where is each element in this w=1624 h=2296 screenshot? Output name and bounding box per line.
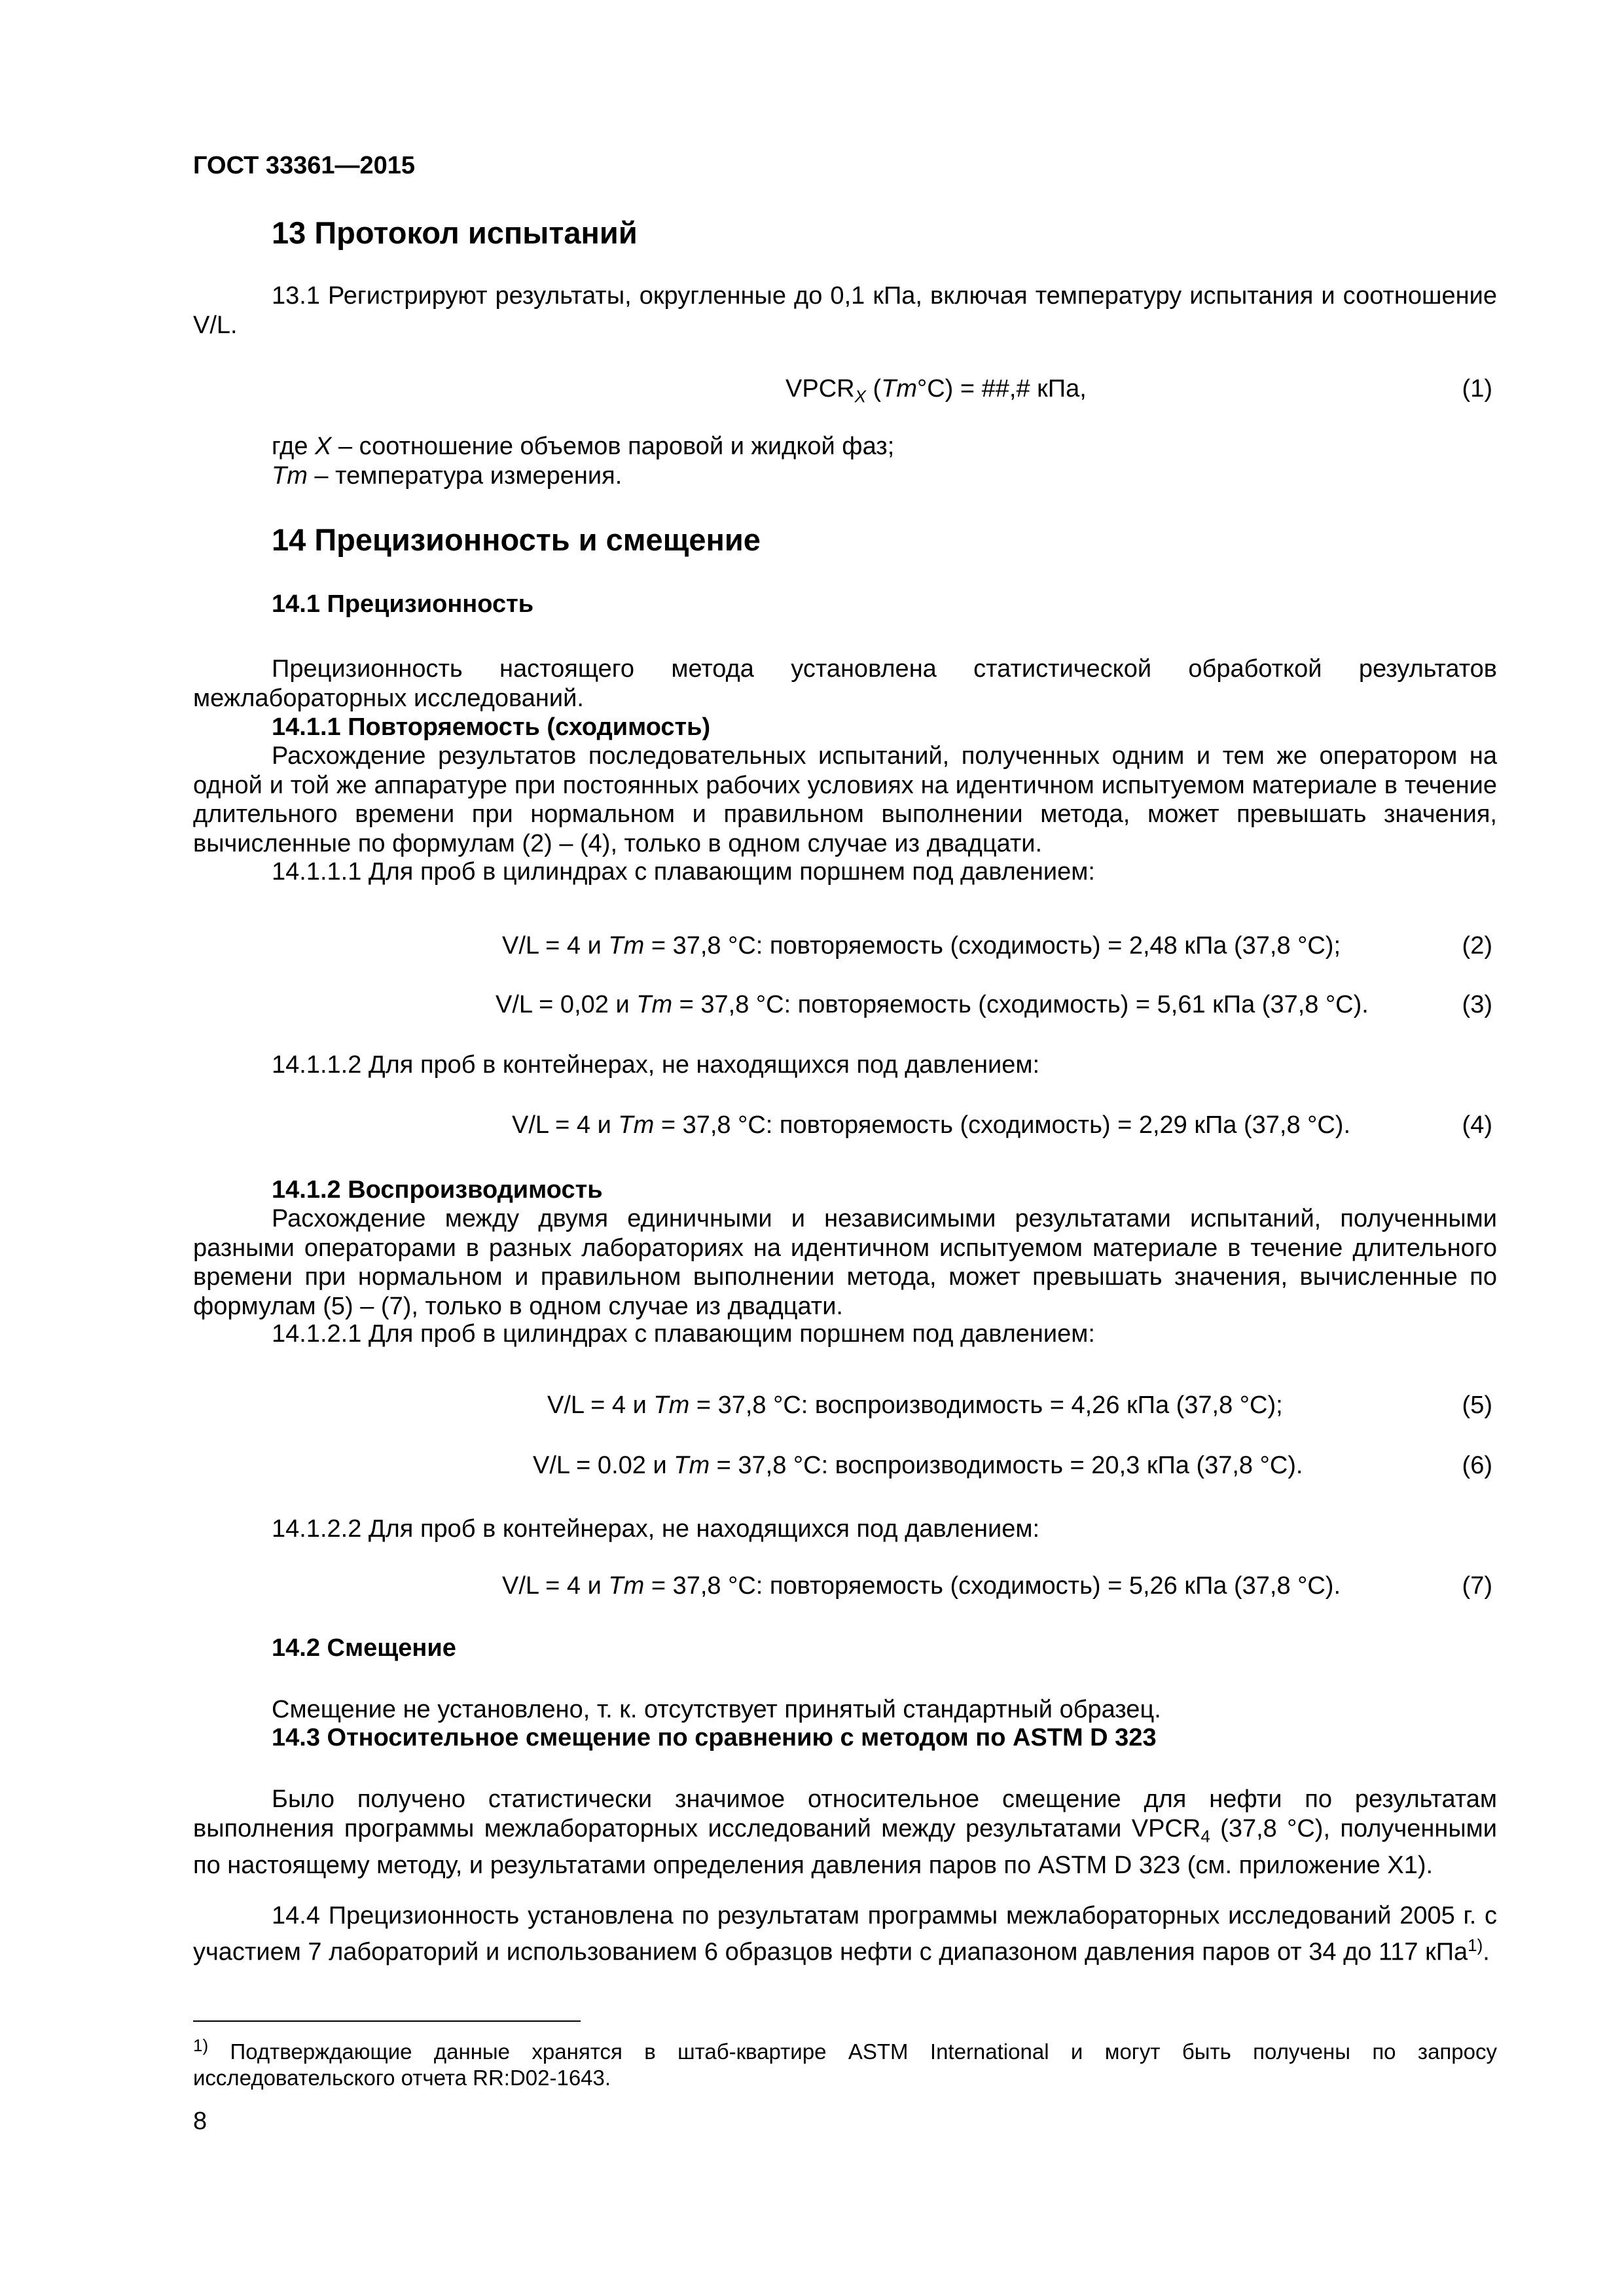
equation-1: $VPCR_X$ (Tm°C) = ##,# кПа, [785,375,1087,406]
equation-number-3: (3) [1462,991,1492,1018]
paragraph-14-1-2-2: 14.1.2.2 Для проб в контейнерах, не находящихся под давлением: [272,1515,1040,1543]
equation-number-4: (4) [1462,1111,1492,1139]
section-14-1-2-heading: 14.1.2 Воспроизводимость [272,1176,603,1204]
section-14-1-1-heading: 14.1.1 Повторяемость (сходимость) [272,713,711,741]
equation-number-7: (7) [1462,1572,1492,1600]
equation-4: V/L = 4 и Tm = 37,8 °C: повторяемость (сходимость) = 2,29 кПа (37,8 °C). [512,1111,1350,1139]
paragraph-14-3: Было получено статистически значимое относительное смещение для нефти по результатам выполнения программы межлабораторных исследований между результатами $VPCR_4$ (37,8 °C), полученными по настоящему методу, и результатами определения давления паров по ASTM D 323 (см. приложение Х1). [193,1785,1497,1879]
equation-6: V/L = 0.02 и Tm = 37,8 °C: воспроизводимость = 20,3 кПа (37,8 °C). [533,1452,1303,1479]
paragraph-14-1-1-1: 14.1.1.1 Для проб в цилиндрах с плавающим поршнем под давлением: [272,858,1095,886]
equation-number-1: (1) [1462,375,1492,403]
paragraph-14-1-2-1: 14.1.2.1 Для проб в цилиндрах с плавающим поршнем под давлением: [272,1320,1095,1348]
footnote-separator [193,2020,581,2022]
footnote: $^{1)}$ Подтверждающие данные хранятся в штаб-квартире ASTM International и могут быть получены по запросу исследовательского отчета RR:D02-1643. [193,2036,1497,2090]
document-header: ГОСТ 33361—2015 [193,152,416,179]
section-14-heading: 14 Прецизионность и смещение [272,522,761,557]
section-13-heading: 13 Протокол испытаний [272,215,638,250]
section-14-3-heading: 14.3 Относительное смещение по сравнению с методом по ASTM D 323 [272,1724,1157,1751]
section-14-1-heading: 14.1 Прецизионность [272,590,534,618]
paragraph-14-1: Прецизионность настоящего метода установлена статистической обработкой результатов межлабораторных исследований. [193,655,1497,712]
paragraph-14-1-1: Расхождение результатов последовательных испытаний, полученных одним и тем же оператором на одной и той же аппаратуре при постоянных рабочих условиях на идентичном испытуемом материале в течение длительного времени при нормальном и правильном выполнении метода, может превышать значения, вычисленные по формулам (2) – (4), только в одном случае из двадцати. [193,742,1497,857]
equation-number-6: (6) [1462,1452,1492,1479]
equation-3: V/L = 0,02 и Tm = 37,8 °C: повторяемость (сходимость) = 5,61 кПа (37,8 °C). [496,991,1369,1018]
equation-number-2: (2) [1462,932,1492,960]
equation-2: V/L = 4 и Tm = 37,8 °C: повторяемость (сходимость) = 2,48 кПа (37,8 °C); [502,932,1341,960]
equation-number-5: (5) [1462,1391,1492,1419]
section-14-2-heading: 14.2 Смещение [272,1634,456,1662]
paragraph-14-4: 14.4 Прецизионность установлена по результатам программы межлабораторных исследований 2005 г. с участием 7 лабораторий и использованием 6 образцов нефти с диапазоном давления паров от 34 до 117 кПа$^{1)}$. [193,1902,1497,1966]
page-number: 8 [193,2108,208,2135]
where-tm: Tm – температура измерения. [272,462,623,490]
equation-7: V/L = 4 и Tm = 37,8 °C: повторяемость (сходимость) = 5,26 кПа (37,8 °C). [502,1572,1341,1600]
where-x: где X – соотношение объемов паровой и жидкой фаз; [272,433,895,460]
paragraph-14-1-2: Расхождение между двумя единичными и независимыми результатами испытаний, полученными разными операторами в разных лабораториях на идентичном испытуемом материале в течение длительного времени при нормальном и правильном выполнении метода, может превышать значения, вычисленные по формулам (5) – (7), только в одном случае из двадцати. [193,1205,1497,1320]
paragraph-14-2: Смещение не установлено, т. к. отсутствует принятый стандартный образец. [272,1696,1161,1723]
equation-5: V/L = 4 и Tm = 37,8 °C: воспроизводимость = 4,26 кПа (37,8 °C); [547,1391,1283,1419]
paragraph-14-1-1-2: 14.1.1.2 Для проб в контейнерах, не находящихся под давлением: [272,1051,1040,1079]
paragraph-13-1: 13.1 Регистрируют результаты, округленные до 0,1 кПа, включая температуру испытания и соотношение V/L. [193,282,1497,339]
